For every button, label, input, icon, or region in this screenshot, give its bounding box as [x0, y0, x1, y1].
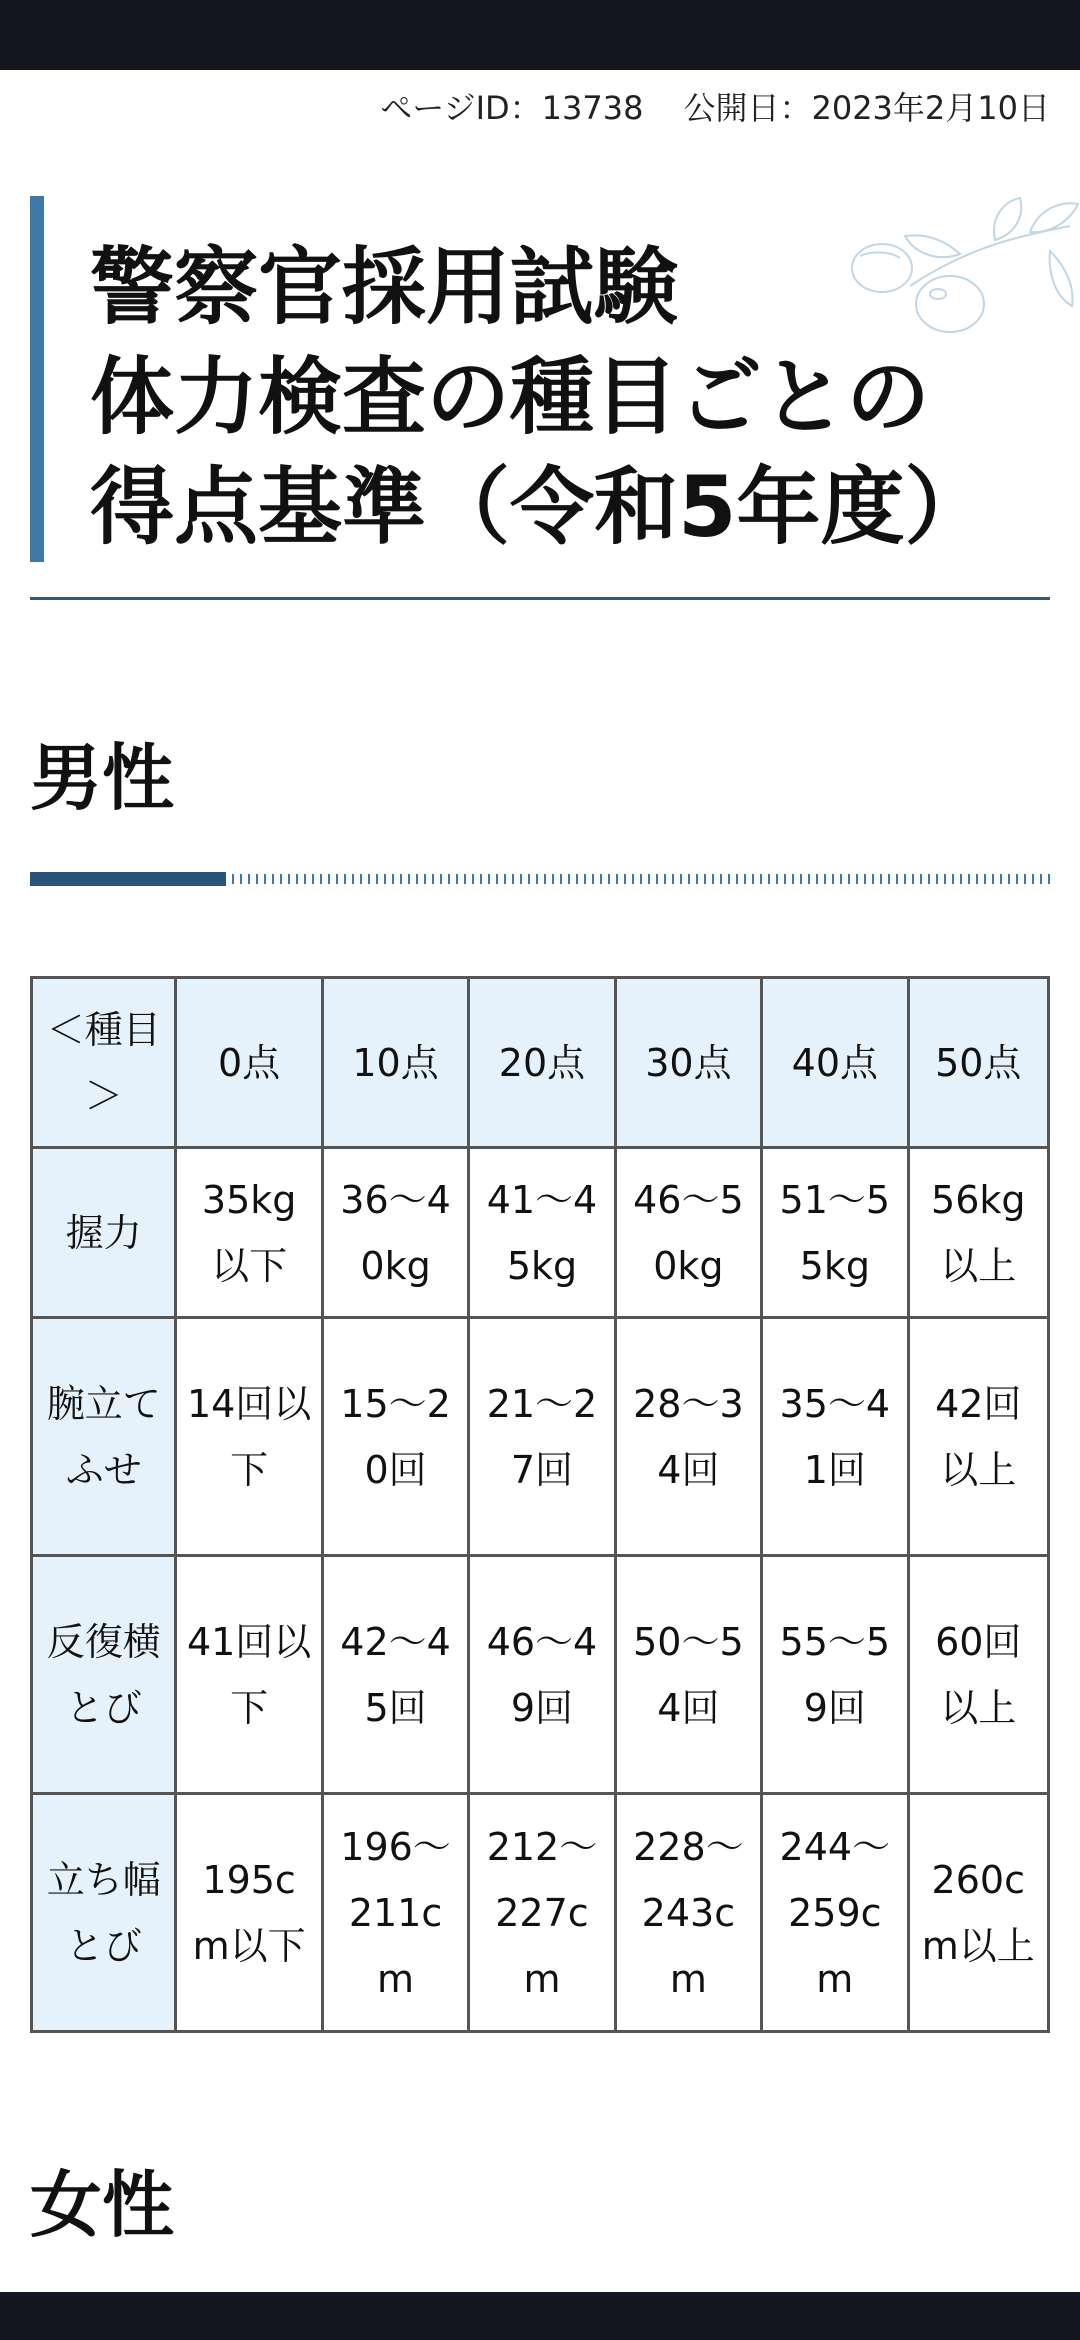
table-row — [32, 1794, 1049, 2032]
table-header-cell: 10点 — [322, 978, 468, 1148]
title-divider — [30, 597, 1050, 600]
table-cell: 36〜40kg — [322, 1148, 468, 1318]
table-cell: 196〜211cm — [322, 1794, 468, 2032]
table-cell: 55〜59回 — [762, 1556, 908, 1794]
table-cell: 46〜50kg — [615, 1148, 761, 1318]
table-cell: 28〜34回 — [615, 1318, 761, 1556]
section-heading-female: 女性 — [30, 2163, 175, 2247]
male-score-table — [30, 976, 1050, 2033]
page-meta — [380, 84, 1050, 132]
table-cell: 260cm以上 — [908, 1794, 1048, 2032]
table-cell: 35kg以下 — [176, 1148, 322, 1318]
event-name-cell: 握力 — [32, 1148, 176, 1318]
heading-divider-dashed — [232, 874, 1050, 884]
page-title-line: 得点基準（令和5年度） — [90, 458, 989, 556]
table-cell: 56kg以上 — [908, 1148, 1048, 1318]
table-header-row — [32, 978, 1049, 1148]
table-header-cell: ＜種目＞ — [32, 978, 176, 1148]
table-cell: 195cm以下 — [176, 1794, 322, 2032]
page-title-block — [30, 196, 1050, 562]
heading-divider-solid — [30, 872, 226, 886]
page-title-line: 警察官採用試験 — [90, 238, 679, 336]
table-row — [32, 1318, 1049, 1556]
table-header-cell: 0点 — [176, 978, 322, 1148]
table-cell: 15〜20回 — [322, 1318, 468, 1556]
page-title-line: 体力検査の種目ごとの — [90, 348, 931, 446]
table-header-cell: 20点 — [469, 978, 615, 1148]
event-name-cell: 立ち幅とび — [32, 1794, 176, 2032]
table-cell: 50〜54回 — [615, 1556, 761, 1794]
table-cell: 42回以上 — [908, 1318, 1048, 1556]
heading-divider — [30, 872, 1050, 886]
page-title — [90, 232, 990, 562]
table-row — [32, 1556, 1049, 1794]
event-name-cell: 反復横とび — [32, 1556, 176, 1794]
table-cell: 51〜55kg — [762, 1148, 908, 1318]
table-header-cell: 30点 — [615, 978, 761, 1148]
status-bar — [0, 0, 1080, 70]
navigation-bar — [0, 2292, 1080, 2340]
table-cell: 41〜45kg — [469, 1148, 615, 1318]
table-cell: 41回以下 — [176, 1556, 322, 1794]
table-cell: 60回以上 — [908, 1556, 1048, 1794]
table-cell: 212〜227cm — [469, 1794, 615, 2032]
table-cell: 14回以下 — [176, 1318, 322, 1556]
table-cell: 21〜27回 — [469, 1318, 615, 1556]
section-heading-male: 男性 — [30, 736, 175, 820]
page-id: ページID：13738 — [380, 89, 644, 127]
table-cell: 46〜49回 — [469, 1556, 615, 1794]
table-cell: 35〜41回 — [762, 1318, 908, 1556]
table-row — [32, 1148, 1049, 1318]
table-header-cell: 50点 — [908, 978, 1048, 1148]
title-accent-bar — [30, 196, 44, 562]
table-header-cell: 40点 — [762, 978, 908, 1148]
table-cell: 244〜259cm — [762, 1794, 908, 2032]
publish-date: 公開日：2023年2月10日 — [683, 89, 1050, 127]
event-name-cell: 腕立てふせ — [32, 1318, 176, 1556]
table-cell: 228〜243cm — [615, 1794, 761, 2032]
table-cell: 42〜45回 — [322, 1556, 468, 1794]
